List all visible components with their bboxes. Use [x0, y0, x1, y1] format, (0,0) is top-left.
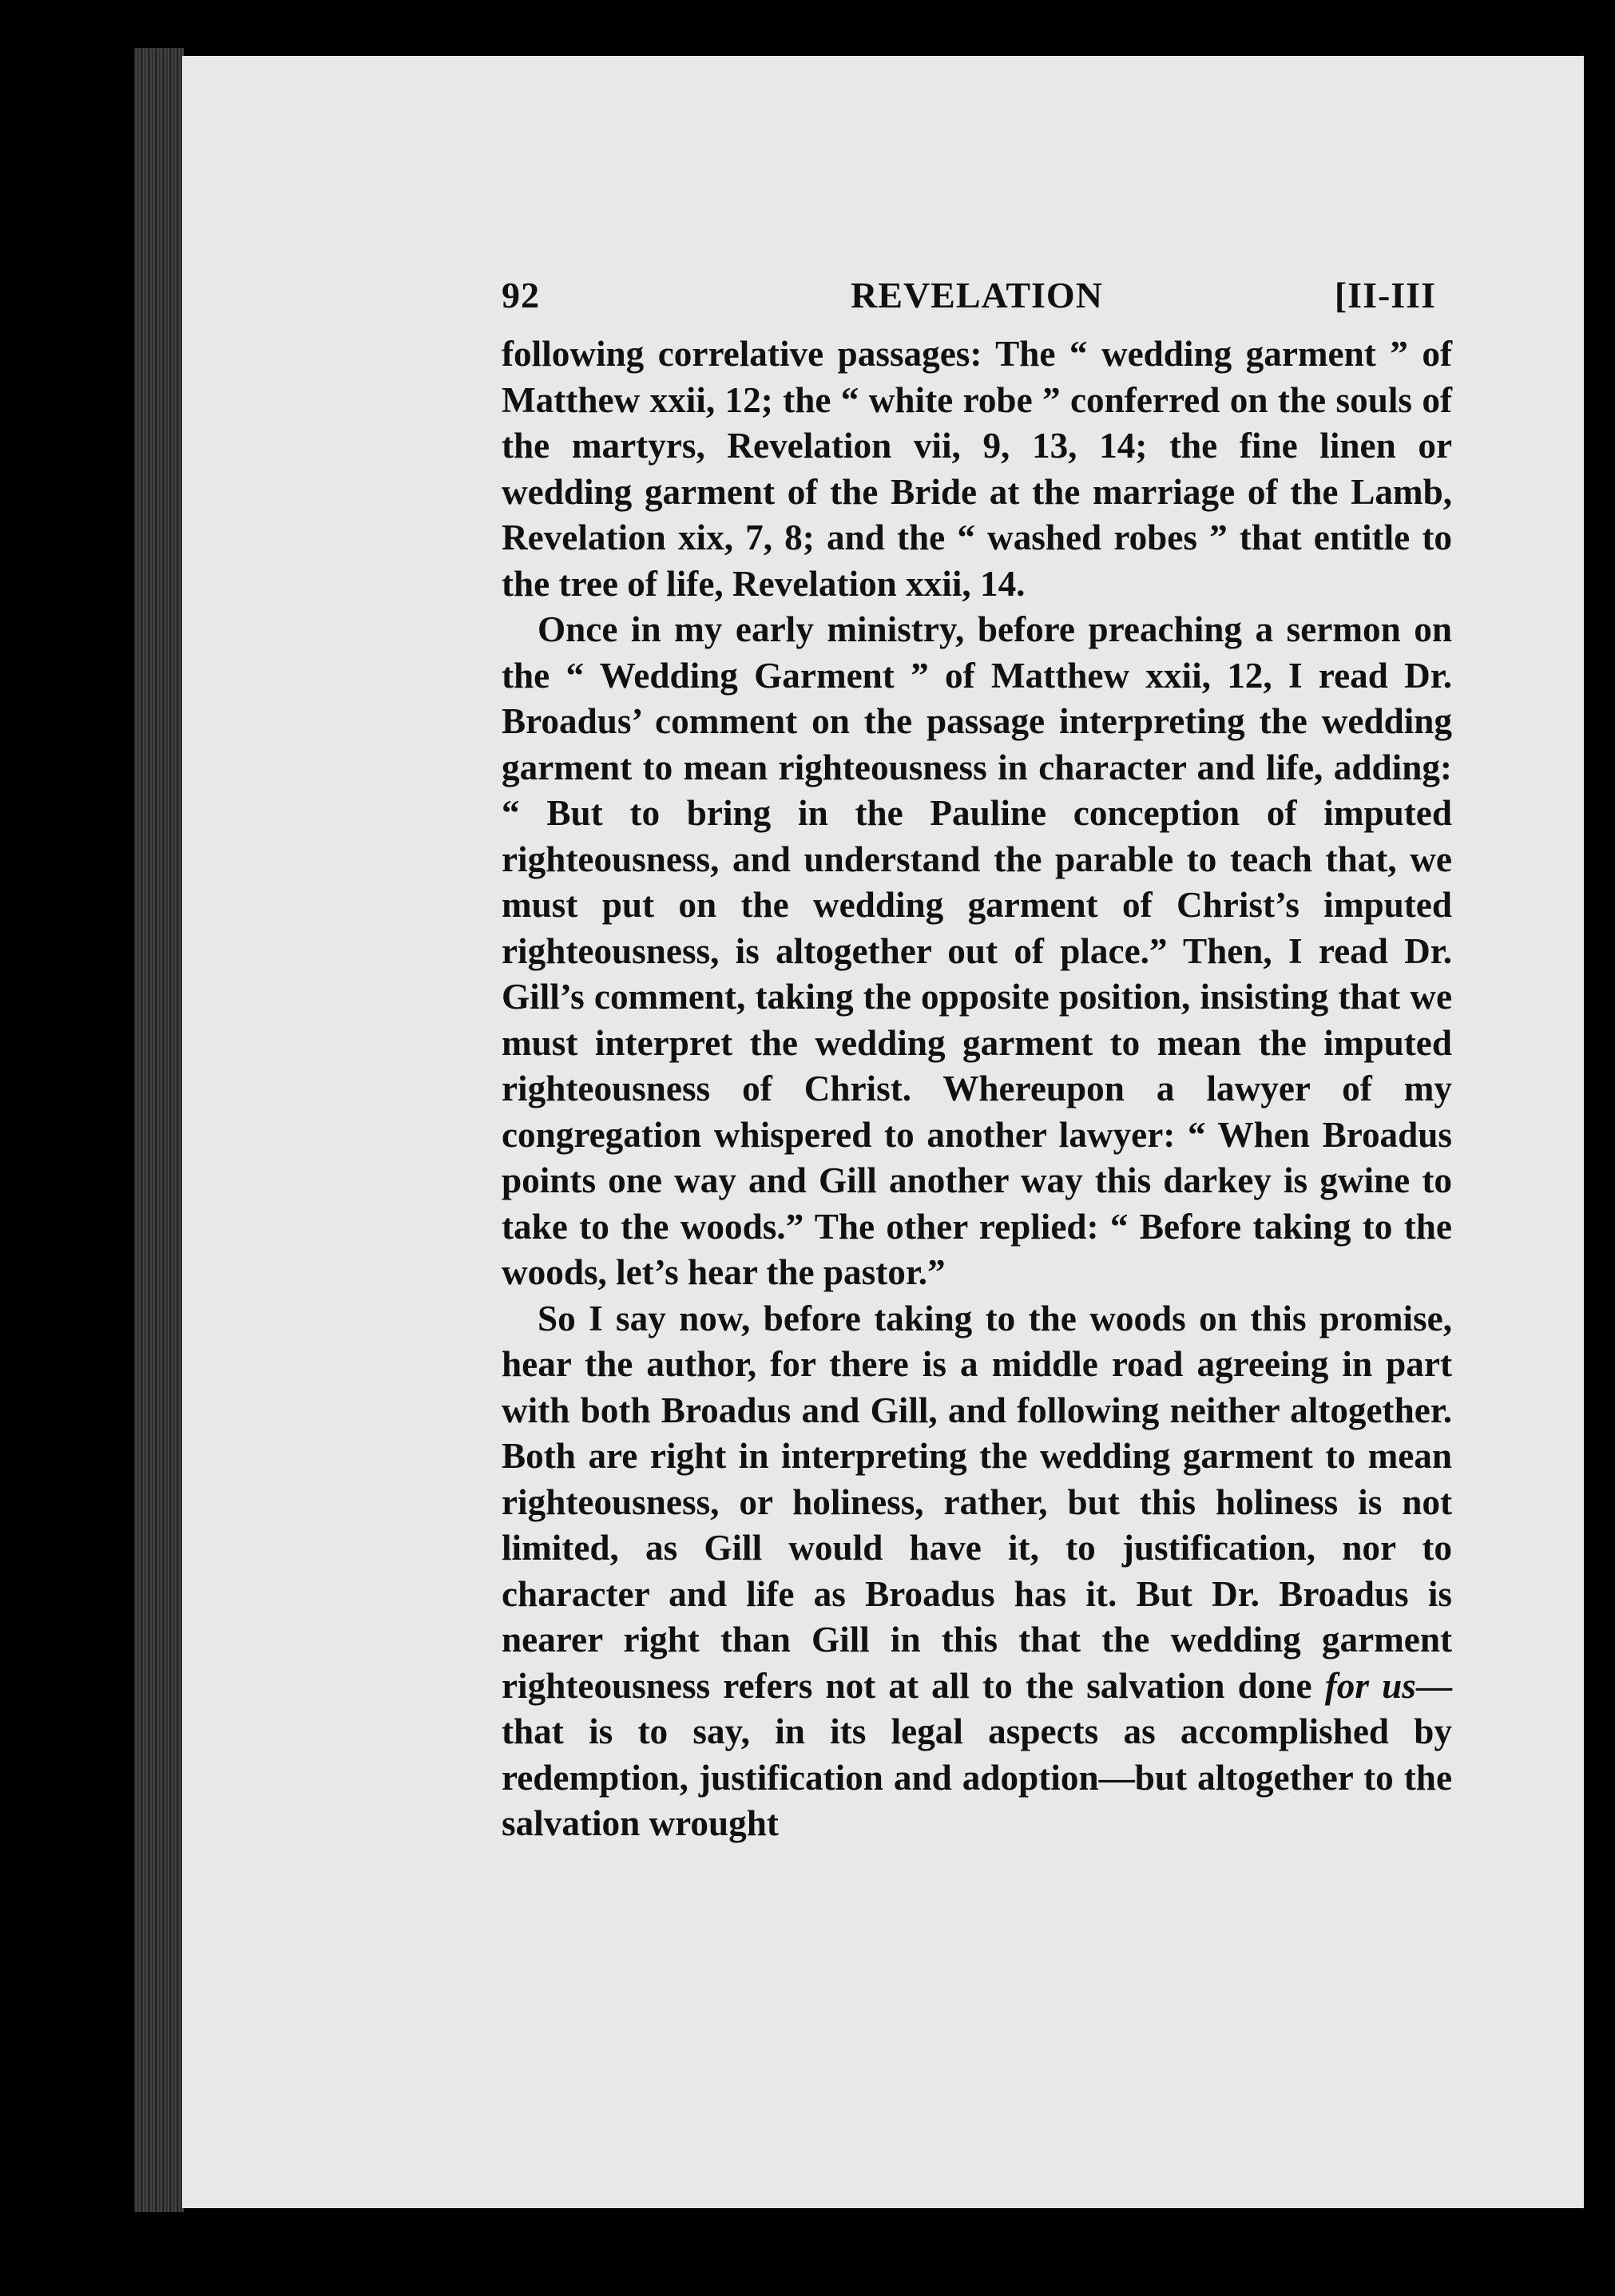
page-number: 92 [502, 275, 540, 315]
page-header [502, 260, 1452, 331]
paragraph [502, 1296, 1452, 1847]
paragraph: Once in my early ministry, before preaching a sermon on the “ Wedding Garment ” of Matthew xxii, 12, I read Dr. Broadus’ comment on the passage interpreting the wedding garment to mean righteousness in character and life, adding: “ But to bring in the Pauline conception of imputed righteousness, and understand the parable to teach that, we must put on the wedding garment of Christ’s imputed righteousness, is altogether out of place.” Then, I read Dr. Gill’s comment, taking the opposite position, insisting that we must interpret the wedding garment to mean the imputed righteousness of Christ. Whereupon a lawyer of my congregation whispered to another lawyer: “ When Broadus points one way and Gill another way this darkey is gwine to take to the woods.” The other replied: “ Before taking to the woods, let’s hear the pastor.” [502, 609, 1452, 1292]
body-text [502, 331, 1452, 1847]
text-block [502, 260, 1452, 1847]
book-spine-edge [134, 48, 184, 2212]
paragraph-text: —that is to say, in its legal aspects as accomplished by redemption, justification and adoption—but altogether to the salvation wrought [502, 1665, 1452, 1843]
section-marker: [II-III [1334, 275, 1436, 315]
running-title: REVELATION [851, 275, 1103, 315]
paragraph-text: So I say now, before taking to the woods on this promise, hear the author, for there is a middle road agreeing in part with both Broadus and Gill, and following neither altogether. Both are right in interpreting the wedding garment to mean righteousness, or holiness, rather, but this holiness is not limited, as Gill would have it, to justification, nor to character and life as Broadus has it. But Dr. Broadus is nearer right than Gill in this that the wedding garment righteousness refers not at all to the salvation done [502, 1298, 1452, 1706]
paragraph: following correlative passages: The “ wedding garment ” of Matthew xxii, 12; the “ white robe ” conferred on the souls of the martyrs, Revelation vii, 9, 13, 14; the fine linen or wedding garment of the Bride at the marriage of the Lamb, Revelation xix, 7, 8; and the “ washed robes ” that entitle to the tree of life, Revelation xxii, 14. [502, 334, 1452, 604]
emphasis-text: for us [1324, 1665, 1416, 1706]
